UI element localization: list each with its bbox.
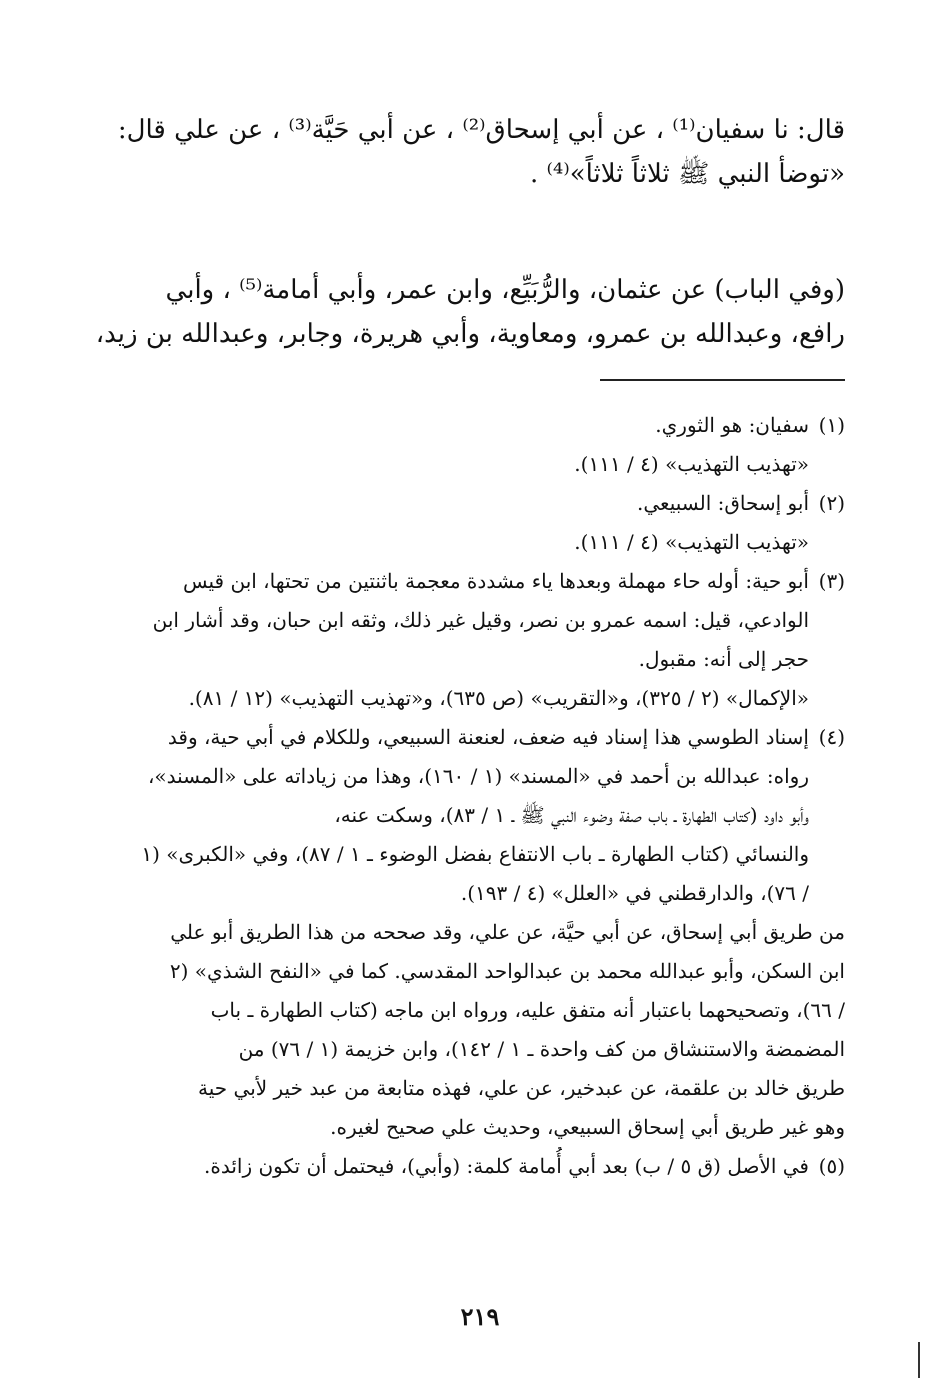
- footnote-line: «الإكمال» (٢ / ٣٢٥)، و«التقريب» (ص ٦٣٥)، و«تهذيب التهذيب» (١٢ / ٨١).: [188, 686, 809, 710]
- footnote-2: [110, 484, 845, 562]
- footnote-separator: [600, 379, 845, 381]
- footnote-line: / ٧٦)، والدارقطني في «العلل» (٤ / ١٩٣).: [460, 881, 809, 905]
- text-line: (وفي الباب) عن عثمان، والرُّبَيِّع، وابن عمر، وأبي أمامة⁽⁵⁾ ، وأبي: [165, 275, 845, 305]
- footnote-line: المضمضة والاستنشاق من كف واحدة ـ ١ / ١٤٢)، وابن خزيمة (١ / ٧٦) من: [238, 1037, 845, 1061]
- footnote-line: في الأصل (ق ٥ / ب) بعد أبي أُمامة كلمة: (وأبي)، فيحتمل أن تكون زائدة.: [204, 1154, 809, 1178]
- footnote-line: رواه: عبدالله بن أحمد في «المسند» (١ / ١٦٠)، وهذا من زياداته على «المسند»،: [147, 764, 809, 788]
- footnote-line: إسناد الطوسي هذا إسناد فيه ضعف، لعنعنة السبيعي، وللكلام في أبي حية، وقد: [167, 725, 809, 749]
- footnote-3: [110, 562, 845, 718]
- main-paragraph-1: [110, 108, 845, 196]
- footnote-line: ابن السكن، وأبو عبدالله محمد بن عبدالواحد المقدسي. كما في «النفح الشذي» (٢: [169, 959, 845, 983]
- footnote-number: (٤): [818, 725, 845, 749]
- main-text: [110, 108, 845, 196]
- footnote-4: [110, 718, 845, 913]
- footnote-line: «تهذيب التهذيب» (٤ / ١١١).: [574, 452, 809, 476]
- footnote-line: أبو حية: أوله حاء مهملة وبعدها ياء مشددة معجمة باثنتين من تحتها، ابن قيس: [183, 569, 809, 593]
- text-line: قال: نا سفيان⁽¹⁾ ، عن أبي إسحاق⁽²⁾ ، عن أبي حَيَّة⁽³⁾ ، عن علي قال:: [117, 115, 845, 145]
- page-edge-mark: [918, 1342, 920, 1378]
- footnote-line: والنسائي (كتاب الطهارة ـ باب الانتفاع بفضل الوضوء ـ ١ / ٨٧)، وفي «الكبرى» (١: [141, 842, 809, 866]
- page-number: ٢١٩: [460, 1302, 500, 1331]
- text-line: رافع، وعبدالله بن عمرو، ومعاوية، وأبي هريرة، وجابر، وعبدالله بن زيد،: [95, 319, 845, 349]
- footnote-line: «تهذيب التهذيب» (٤ / ١١١).: [574, 530, 809, 554]
- footnote-number: (١): [818, 413, 845, 437]
- footnote-line: الوادعي، قيل: اسمه عمرو بن نصر، وقيل غير ذلك، وثقه ابن حبان، وقد أشار ابن: [152, 608, 809, 632]
- footnote-line: سفيان: هو الثوري.: [655, 413, 809, 437]
- footnote-number: (٥): [818, 1154, 845, 1178]
- footnote-line: وهو غير طريق أبي إسحاق السبيعي، وحديث علي صحيح لغيره.: [330, 1115, 845, 1139]
- footnote-number: (٢): [818, 491, 845, 515]
- footnote-4-continuation: [110, 913, 845, 1147]
- footnote-1: [110, 406, 845, 484]
- footnote-line: / ٦٦)، وتصحيحهما باعتبار أنه متفق عليه، ورواه ابن ماجه (كتاب الطهارة ـ باب: [210, 998, 845, 1022]
- footnote-line: أبو إسحاق: السبيعي.: [637, 491, 809, 515]
- footnote-line: طريق خالد بن علقمة، عن عبدخير، عن علي، فهذه متابعة من عبد خير لأبي حية: [198, 1076, 845, 1100]
- footnotes: [110, 406, 845, 1186]
- main-text-bab: [95, 268, 845, 356]
- footnote-number: (٣): [818, 569, 845, 593]
- main-paragraph-2: [95, 268, 845, 356]
- footnote-5: [110, 1147, 845, 1186]
- text-line: «توضأ النبي ﷺ ثلاثاً ثلاثاً»⁽⁴⁾ .: [529, 159, 845, 189]
- footnote-line: وأبو داود (كتاب الطهارة ـ باب صفة وضوء النبي ﷺ ـ ١ / ٨٣)، وسكت عنه،: [334, 803, 809, 827]
- footnote-line: حجر إلى أنه: مقبول.: [638, 647, 809, 671]
- footnote-line: من طريق أبي إسحاق، عن أبي حيَّة، عن علي، وقد صححه من هذا الطريق أبو علي: [170, 920, 845, 944]
